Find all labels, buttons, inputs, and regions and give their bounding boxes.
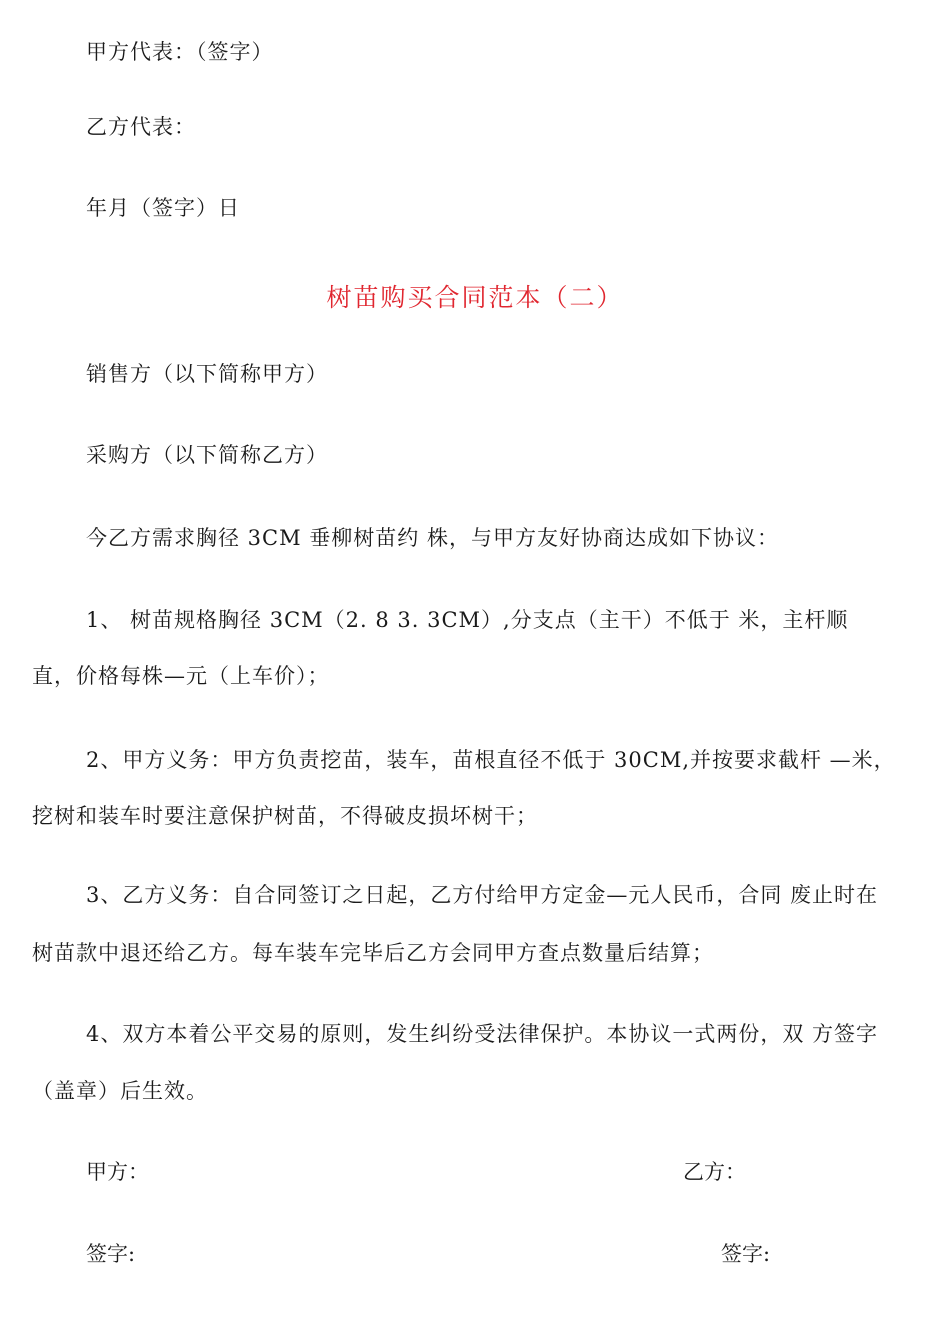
clause-2-line-1: 2、甲方义务：甲方负责挖苗，装车，苗根直径不低于 30CM,并按要求截杆 —米， [86, 748, 896, 772]
party-a-rep-line: 甲方代表：（签字） [86, 40, 274, 64]
clause-3-line-1: 3、乙方义务：自合同签订之日起，乙方付给甲方定金—元人民币，合同 废止时在 [86, 883, 879, 907]
party-b-rep-line: 乙方代表： [86, 115, 196, 139]
date-sign-line: 年月（签字）日 [86, 196, 240, 220]
document-title: 树苗购买合同范本（二） [326, 283, 624, 312]
clause-4-line-1: 4、双方本着公平交易的原则，发生纠纷受法律保护。本协议一式两份，双 方签字 [86, 1022, 879, 1046]
party-b-signature-label: 签字: [721, 1242, 771, 1266]
party-a-signature-label: 签字: [86, 1242, 136, 1266]
seller-line: 销售方（以下简称甲方） [86, 362, 328, 386]
clause-1-line-1: 1、 树苗规格胸径 3CM（2. 8 3. 3CM）,分支点（主干）不低于 米，主杆顺 [86, 608, 849, 632]
clause-1-line-2: 直，价格每株—元（上车价）； [32, 664, 330, 688]
party-b-label: 乙方： [683, 1160, 746, 1184]
party-a-label: 甲方： [86, 1160, 149, 1184]
clause-3-line-2: 树苗款中退还给乙方。每车装车完毕后乙方会同甲方查点数量后结算； [32, 941, 714, 965]
clause-2-line-2: 挖树和装车时要注意保护树苗，不得破皮损坏树干； [32, 804, 538, 828]
buyer-line: 采购方（以下简称乙方） [86, 443, 328, 467]
intro-paragraph: 今乙方需求胸径 3CM 垂柳树苗约 株，与甲方友好协商达成如下协议： [86, 526, 779, 550]
clause-4-line-2: （盖章）后生效。 [32, 1079, 208, 1103]
